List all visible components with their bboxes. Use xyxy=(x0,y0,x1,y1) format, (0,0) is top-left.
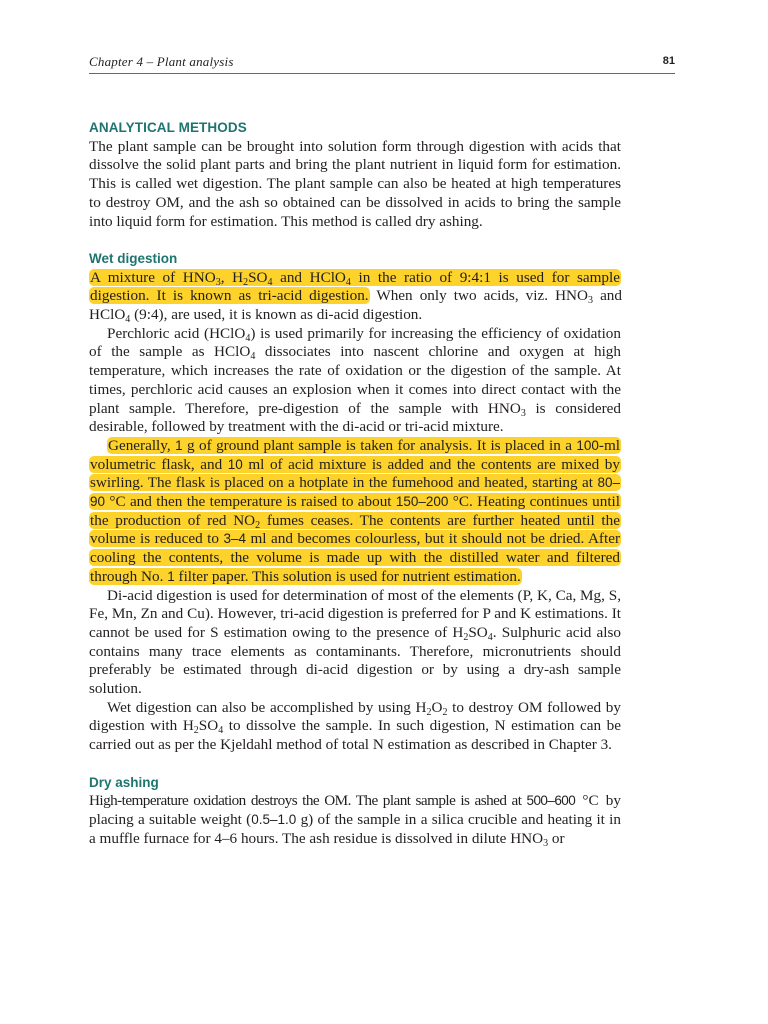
header-rule xyxy=(89,73,675,74)
heading-analytical-methods: ANALYTICAL METHODS xyxy=(89,120,247,135)
wet-paragraph-5: Wet digestion can also be accomplished by using $H_2O_2$ to destroy OM followed by digestion with $H_2SO_4$ to dissolve the sample. In such digestion, N estimation can be carried out as per the Kjeldahl method of total N estimation as described in Chapter 3. xyxy=(89,698,621,754)
page-body xyxy=(89,119,621,848)
wet-paragraph-2: Perchloric acid (HClO$_4$) is used primarily for increasing the efficiency of oxidation of the sample as HClO$_4$ dissociates into nascent chlorine and oxygen at high temperature, which increases the rate of oxidation or the digestion of the sample. At times, perchloric acid causes an explosion when it comes into direct contact with the plant sample. Therefore, pre-digestion of the sample with $HNO_3$ is considered desirable, followed by treatment with the di-acid or tri-acid mixture. xyxy=(89,324,621,436)
analytical-paragraph: The plant sample can be brought into solution form through digestion with acids that dissolve the solid plant parts and bring the plant nutrient in liquid form for estimation. This is called wet digestion. The plant sample can also be heated at high temperatures to destroy OM, and the ash so obtained can be dissolved in acids to bring the sample into liquid form for estimation. This method is called dry ashing. xyxy=(89,137,621,230)
wet-paragraph-3 xyxy=(89,437,621,587)
wet-paragraph-1: A mixture of $HNO_3$, $H_2SO_4$ and HClO$_4$ in the ratio of 9:4:1 is used for sample digestion. It is known as tri-acid digestion. When only two acids, viz. $HNO_3$ and HClO$_4$ (9:4), are used, it is known as di-acid digestion. xyxy=(89,268,622,326)
wet-paragraph-4: Di-acid digestion is used for determination of most of the elements (P, K, Ca, Mg, S, Fe, Mn, Zn and Cu). However, tri-acid digestion is preferred for P and K estimations. It cannot be used for S estimation owing to the presence of $H_2SO_4$. Sulphuric acid also contains many trace elements as contaminants. Therefore, micronutrients should preferably be estimated through di-acid digestion or by using a dry-ash sample solution. xyxy=(89,586,621,698)
heading-wet-digestion: Wet digestion xyxy=(89,250,178,266)
dry-paragraph-1: High-temperature oxidation destroys the OM. The plant sample is ashed at 500–600 °C by placing a suitable weight (0.5–1.0 g) of the sample in a silica crucible and heating it in a muffle furnace for 4–6 hours. The ash residue is dissolved in dilute $HNO_3$ or xyxy=(89,792,621,849)
running-header xyxy=(89,54,675,74)
running-title: Chapter 4 – Plant analysis xyxy=(89,54,234,69)
highlight-procedure: Generally, 1 g of ground plant sample is taken for analysis. It is placed in a 100-ml volumetric flask, and 10 ml of acid mixture is added and the contents are mixed by swirling. The flask is placed on a hotplate in the fumehood and heated, starting at 80–90 °C and then the temperature is raised to about 150–200 °C. Heating continues until the production of red $NO_2$ fumes ceases. The contents are further heated until the volume is reduced to 3–4 ml and becomes colourless, but it should not be dried. After cooling the contents, the volume is made up with the distilled water and filtered through No. 1 filter paper. This solution is used for nutrient estimation. xyxy=(90,436,621,585)
heading-dry-ashing: Dry ashing xyxy=(89,774,159,790)
page-number: 81 xyxy=(662,55,675,67)
highlight-tri-acid: A mixture of $HNO_3$, $H_2SO_4$ and HClO$_4$ in the ratio of 9:4:1 is used for sample digestion. It is known as tri-acid digestion. xyxy=(90,268,620,305)
